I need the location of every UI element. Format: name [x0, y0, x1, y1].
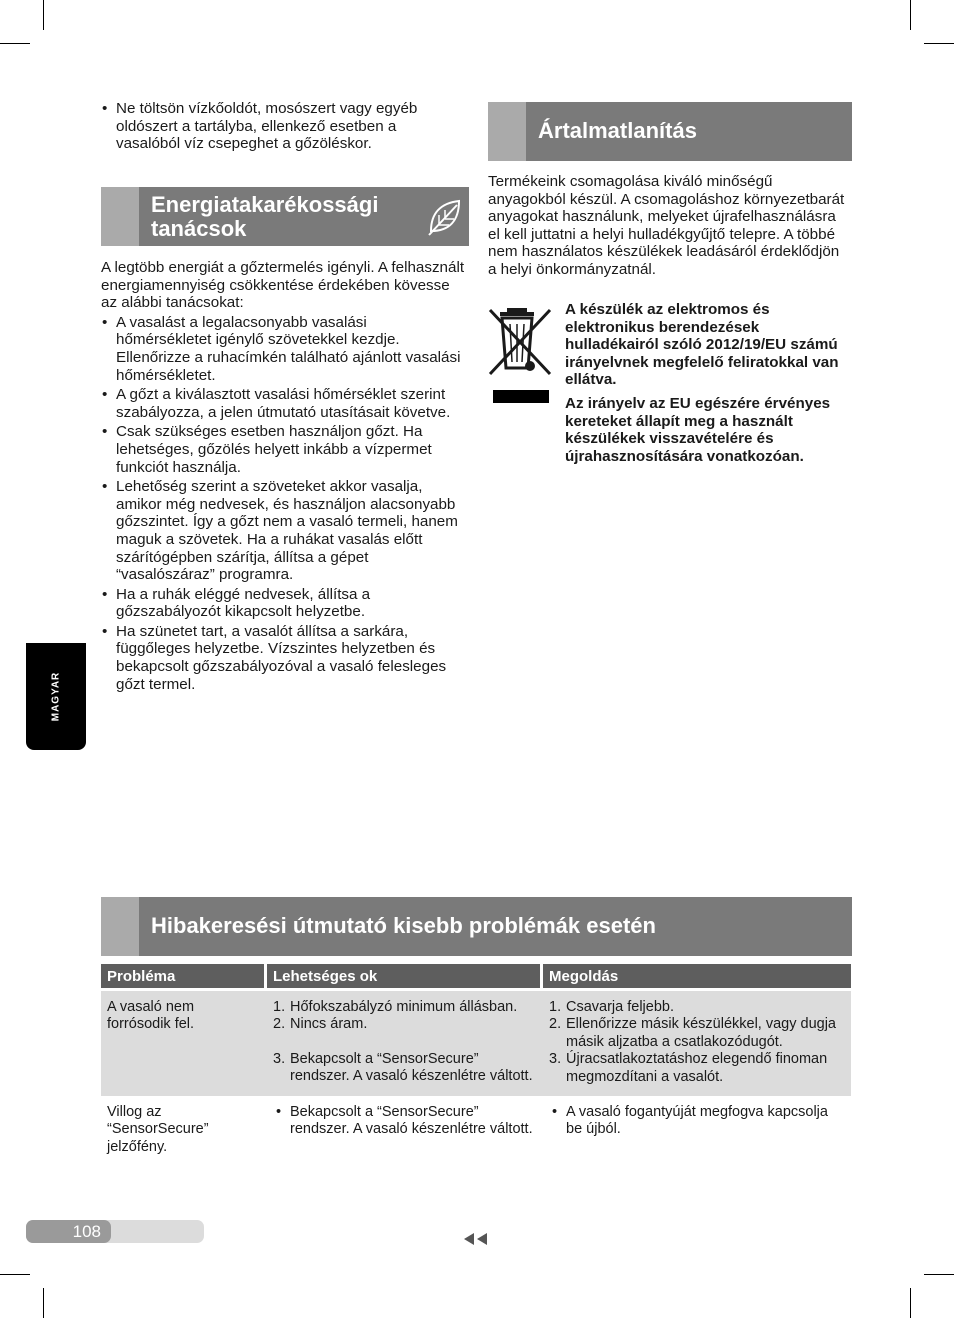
- side-tab-label: MAGYAR: [50, 671, 62, 722]
- cause-text: Bekapcsolt a “SensorSecure” rendszer. A vasaló készenlétre váltott.: [290, 1050, 533, 1085]
- column-header: Megoldás: [540, 964, 851, 988]
- table-row: [101, 1096, 851, 1166]
- page-number: 108: [72, 1222, 101, 1241]
- leaf-icon: [427, 197, 463, 237]
- disposal-section-header: [488, 102, 852, 161]
- solution-list: [549, 999, 845, 1086]
- cause-text: Nincs áram.: [290, 1016, 368, 1033]
- weee-directive-text: A készülék az elektromos és elektronikus berendezések hulladékairól szóló 2012/19/EU számú irányelvnek megfelelő feliratokkal van ellátva.: [565, 301, 839, 389]
- cause-list: [273, 999, 534, 1086]
- list-item: • A vasaló fogantyúját megfogva kapcsolja be újból.: [551, 1104, 845, 1139]
- header-square: [101, 897, 139, 956]
- weee-notice: [565, 301, 851, 465]
- cause-cell: [264, 991, 540, 1096]
- energy-tip: [101, 586, 466, 621]
- page-number-bar: [26, 1220, 204, 1243]
- crop-mark: [0, 43, 30, 44]
- troubleshooting-section-header: [101, 897, 852, 956]
- column-header: Lehetséges ok: [264, 964, 540, 988]
- tip-text: A vasalást a legalacsonyabb vasalási hőmérsékletet igénylő szövetekkel kezdje.: [116, 313, 400, 349]
- solution-cell: [540, 1096, 851, 1166]
- list-item: • Bekapcsolt a “SensorSecure” rendszer. A vasaló készenlétre váltott.: [275, 1104, 534, 1139]
- intro-bullet: • Ne töltsön vízkőoldót, mosószert vagy egyéb oldószert a tartályba, ellenkező esetben a vasalóból víz csepeghet a gőzöléskor.: [101, 100, 456, 153]
- energy-tip: [101, 314, 466, 349]
- troubleshooting-table: [101, 964, 851, 1166]
- energy-tip: [101, 478, 466, 584]
- energy-tip: [101, 423, 466, 476]
- crop-mark: [43, 0, 44, 30]
- header-square: [101, 187, 139, 246]
- crop-mark: [43, 1288, 44, 1318]
- energy-body: [101, 259, 466, 695]
- crop-mark: [924, 1274, 954, 1275]
- weee-framework-text: Az irányelv az EU egészére érvényes kereteket állapít meg a használt készülékek visszavételére és újrahasznosítására vonatkozóan.: [565, 394, 831, 465]
- solution-text: Ellenőrizze másik készülékkel, vagy dugja másik aljzatba a csatlakozódugót.: [566, 1016, 836, 1050]
- problem-cell: A vasaló nem forrósodik fel.: [101, 991, 264, 1096]
- energy-section-header: [101, 187, 469, 246]
- solution-list: [549, 1104, 845, 1139]
- double-arrow-icon: [464, 1232, 488, 1246]
- tip-text: Lehetőség szerint a szöveteket akkor vasalja, amikor még nedvesek, és használjon alacsonyabb gőzszintet. Így a gőzt nem a vasaló termeli, hanem maguk a szövetek. Ha a ruhákat vasalás előtt szárítógépben szárítja, állítsa a gépet “vasalószáraz” programra.: [116, 478, 458, 584]
- column-header: Probléma: [101, 964, 264, 988]
- disposal-title: Ártalmatlanítás: [538, 118, 697, 143]
- energy-tip: [101, 623, 466, 693]
- list-item: 3. Újracsatlakoztatáshoz elegendő finoman megmozdítani a vasalót.: [549, 1051, 828, 1085]
- list-item: 2. Ellenőrizze másik készülékkel, vagy dugja másik aljzatba a csatlakozódugót.: [549, 1016, 836, 1050]
- list-item: 1. Hőfokszabályzó minimum állásban.: [273, 999, 518, 1015]
- table-header-row: [101, 964, 851, 988]
- list-item: 3. Bekapcsolt a “SensorSecure” rendszer. A vasaló készenlétre váltott.: [273, 1050, 533, 1085]
- crop-mark: [910, 1288, 911, 1318]
- cause-text: Hőfokszabályzó minimum állásban.: [290, 999, 518, 1015]
- crop-mark: [924, 43, 954, 44]
- crossed-out-bin-icon: [488, 304, 552, 406]
- language-side-tab: [26, 643, 86, 750]
- tip-text: Csak szükséges esetben használjon gőzt. Ha lehetséges, gőzölés helyett inkább a vízpermet funkciót használja.: [116, 423, 432, 476]
- table-row: [101, 991, 851, 1096]
- solution-text: Csavarja feljebb.: [566, 999, 674, 1015]
- crop-mark: [0, 1274, 30, 1275]
- energy-tips-list: [101, 314, 466, 693]
- list-spacer: [273, 1034, 534, 1051]
- energy-tip: [101, 386, 466, 421]
- energy-tip-continued: [101, 349, 466, 384]
- intro-bullet-list: [101, 100, 456, 155]
- problem-cell: Villog az “SensorSecure” jelzőfény.: [107, 1104, 209, 1155]
- energy-intro: A legtöbb energiát a gőztermelés igényli. A felhasznált energiamennyiség csökkentése érdekében kövesse az alábbi tanácsokat:: [101, 259, 465, 312]
- disposal-text: Termékeink csomagolása kiváló minőségű anyagokból készül. A csomagoláshoz környezetbarát anyagokat használunk, melyeket újrafelhasználásra el kell juttatni a helyi hulladékgyűjtő telepre. A többé nem használatos készülékek leadásáról érdeklődjön a helyi önkormányzatnál.: [488, 173, 845, 278]
- troubleshooting-title: Hibakeresési útmutató kisebb problémák esetén: [151, 913, 656, 938]
- cause-list: [273, 1104, 534, 1139]
- solution-cell: [540, 991, 851, 1096]
- solution-text: Újracsatlakoztatáshoz elegendő finoman megmozdítani a vasalót.: [566, 1051, 828, 1085]
- header-square: [488, 102, 526, 161]
- cause-cell: [264, 1096, 540, 1166]
- list-item: 1. Csavarja feljebb.: [549, 999, 674, 1015]
- tip-text: Ha szünetet tart, a vasalót állítsa a sarkára, függőleges helyzetbe. Vízszintes helyzetben és bekapcsolt gőzszabályozóval a vasaló felesleges gőzt termel.: [116, 622, 447, 693]
- tip-text: Ellenőrizze a ruhacímkén található ajánlott vasalási hőmérsékletet.: [116, 348, 461, 384]
- list-item: 2. Nincs áram.: [273, 1016, 368, 1033]
- tip-text: Ha a ruhák eléggé nedvesek, állítsa a gőzszabályozót kikapcsolt helyzetbe.: [116, 585, 371, 621]
- crop-mark: [910, 0, 911, 30]
- tip-text: A gőzt a kiválasztott vasalási hőmérséklet szerint szabályozza, a jelen útmutató utasításait követve.: [116, 386, 451, 421]
- energy-title: Energiatakarékossági tanácsok: [151, 192, 379, 241]
